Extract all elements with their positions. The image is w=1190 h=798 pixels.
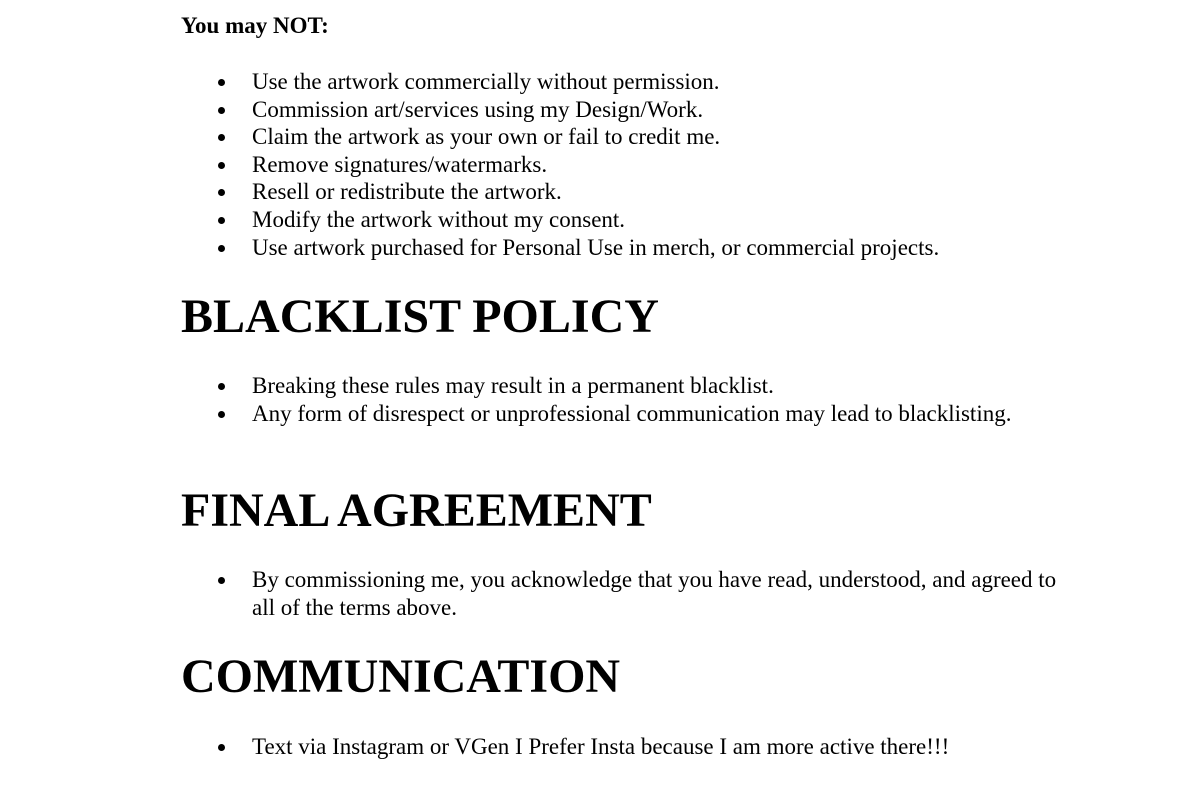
list-item: Any form of disrespect or unprofessional communication may lead to blacklisting. (181, 400, 1061, 428)
blacklist-policy-title: BLACKLIST POLICY (181, 290, 659, 343)
list-item: Use the artwork commercially without permission. (181, 68, 1061, 96)
communication-list (181, 733, 1061, 761)
you-may-not-heading: You may NOT: (181, 13, 329, 38)
list-item: Modify the artwork without my consent. (181, 206, 1061, 234)
communication-title: COMMUNICATION (181, 650, 621, 703)
list-item: Breaking these rules may result in a permanent blacklist. (181, 372, 1061, 400)
list-item: Claim the artwork as your own or fail to credit me. (181, 123, 1061, 151)
you-may-not-list (181, 68, 1061, 261)
list-item: By commissioning me, you acknowledge that you have read, understood, and agreed to all of the terms above. (181, 566, 1061, 621)
list-item: Use artwork purchased for Personal Use in merch, or commercial projects. (181, 234, 1061, 262)
list-item: Text via Instagram or VGen I Prefer Insta because I am more active there!!! (181, 733, 1061, 761)
final-agreement-title: FINAL AGREEMENT (181, 484, 652, 537)
blacklist-policy-list (181, 372, 1061, 427)
list-item: Commission art/services using my Design/Work. (181, 96, 1061, 124)
final-agreement-list (181, 566, 1061, 621)
list-item: Resell or redistribute the artwork. (181, 178, 1061, 206)
list-item: Remove signatures/watermarks. (181, 151, 1061, 179)
